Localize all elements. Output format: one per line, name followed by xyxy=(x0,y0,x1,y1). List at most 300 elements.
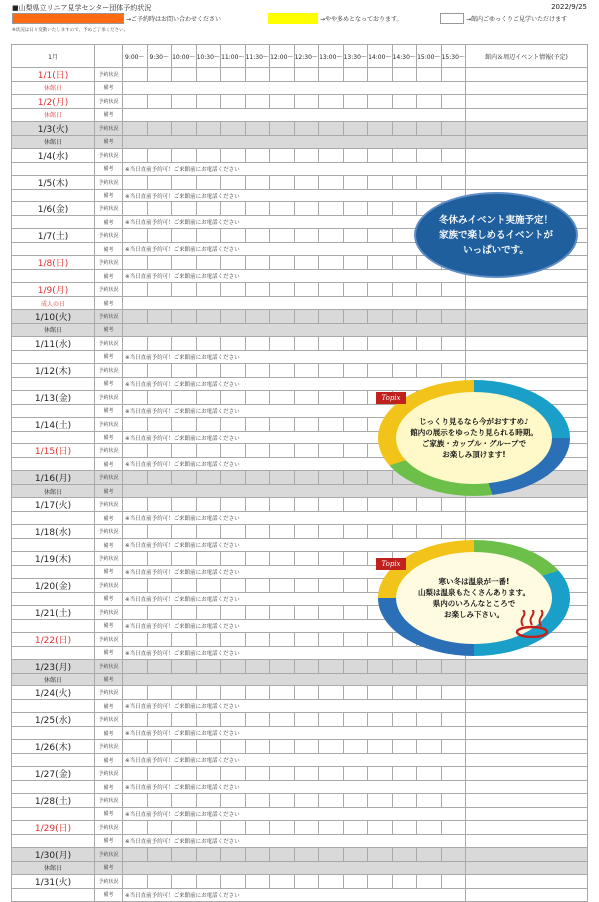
slot-cell xyxy=(294,363,319,377)
slot-cell xyxy=(196,94,221,108)
slot-cell xyxy=(270,229,295,243)
day-date: 1/21(土) xyxy=(12,605,95,619)
legend-swatch-yellow xyxy=(268,13,318,24)
slot-cell xyxy=(123,175,148,189)
status-label: 予約状況 xyxy=(95,283,123,297)
day-subnote xyxy=(12,243,95,256)
slot-cell xyxy=(172,471,197,485)
event-cell xyxy=(466,512,588,525)
day-subnote: 休館日 xyxy=(12,135,95,148)
note-message: ※当日直前予約可！ご来館前にお電話ください xyxy=(123,566,466,579)
slot-cell xyxy=(441,363,466,377)
slot-cell xyxy=(392,68,417,82)
event-cell xyxy=(466,283,588,297)
slot-cell xyxy=(270,471,295,485)
slot-cell xyxy=(319,847,344,861)
day-date: 1/4(水) xyxy=(12,148,95,162)
slot-cell xyxy=(172,525,197,539)
slot-cell xyxy=(245,363,270,377)
slot-cell xyxy=(196,740,221,754)
slot-cell xyxy=(245,794,270,808)
slot-cell xyxy=(123,121,148,135)
slot-cell xyxy=(368,659,393,673)
time-slot-header: 12:00～ xyxy=(270,45,295,68)
status-label: 予約状況 xyxy=(95,713,123,727)
note-label: 備考 xyxy=(95,700,123,713)
slot-cell xyxy=(270,417,295,431)
slot-cell xyxy=(392,121,417,135)
day-subnote: 休館日 xyxy=(12,82,95,95)
event-cell xyxy=(466,525,588,539)
day-subnote xyxy=(12,727,95,740)
slot-cell xyxy=(245,310,270,324)
slot-cell xyxy=(319,471,344,485)
slot-cell xyxy=(123,578,148,592)
events-header: 館内＆周辺イベント情報(予定) xyxy=(466,45,588,68)
status-label: 予約状況 xyxy=(95,659,123,673)
slot-cell xyxy=(147,283,172,297)
note-label: 備考 xyxy=(95,888,123,901)
slot-cell xyxy=(221,552,246,566)
day-row xyxy=(12,659,588,673)
slot-cell xyxy=(392,820,417,834)
slot-cell xyxy=(245,283,270,297)
status-label: 予約状況 xyxy=(95,847,123,861)
slot-cell xyxy=(147,552,172,566)
day-row-note xyxy=(12,834,588,847)
topix-line: お楽しみ下さい。 xyxy=(444,610,504,619)
slot-cell xyxy=(245,444,270,458)
slot-cell xyxy=(294,256,319,270)
slot-cell xyxy=(343,175,368,189)
note-message: ※当日直前予約可！ご来館前にお電話ください xyxy=(123,377,466,390)
slot-cell xyxy=(147,94,172,108)
slot-cell xyxy=(441,686,466,700)
event-cell xyxy=(466,68,588,82)
day-date: 1/27(金) xyxy=(12,767,95,781)
day-date: 1/26(木) xyxy=(12,740,95,754)
slot-cell xyxy=(270,794,295,808)
status-label: 予約状況 xyxy=(95,578,123,592)
slot-cell xyxy=(417,336,442,350)
note-label: 備考 xyxy=(95,485,123,498)
slot-cell xyxy=(123,336,148,350)
slot-cell xyxy=(368,740,393,754)
slot-cell xyxy=(270,121,295,135)
hot-spring-icon xyxy=(514,610,550,638)
slot-cell xyxy=(441,121,466,135)
slot-cell xyxy=(221,632,246,646)
event-cell xyxy=(466,767,588,781)
slot-cell xyxy=(147,175,172,189)
day-row xyxy=(12,148,588,162)
note-message: ※当日直前予約可！ご来館前にお電話ください xyxy=(123,431,466,444)
day-date: 1/11(水) xyxy=(12,336,95,350)
slot-cell xyxy=(147,471,172,485)
slot-cell xyxy=(392,767,417,781)
slot-cell xyxy=(343,525,368,539)
slot-cell xyxy=(123,498,148,512)
day-date: 1/30(月) xyxy=(12,847,95,861)
slot-cell xyxy=(294,820,319,834)
slot-cell xyxy=(343,578,368,592)
slot-cell xyxy=(147,229,172,243)
slot-cell xyxy=(221,794,246,808)
slot-cell xyxy=(319,175,344,189)
status-label: 予約状況 xyxy=(95,874,123,888)
slot-cell xyxy=(392,202,417,216)
slot-cell xyxy=(245,552,270,566)
slot-cell xyxy=(245,820,270,834)
slot-cell xyxy=(245,148,270,162)
event-cell xyxy=(466,336,588,350)
legend-busy xyxy=(12,13,221,23)
event-cell xyxy=(466,700,588,713)
slot-cell xyxy=(172,148,197,162)
day-date: 1/1(日) xyxy=(12,68,95,82)
topix-line: ご家族・カップル・グループで xyxy=(421,439,527,448)
day-subnote xyxy=(12,350,95,363)
slot-cell xyxy=(172,794,197,808)
slot-cell xyxy=(319,820,344,834)
day-subnote xyxy=(12,754,95,767)
day-subnote xyxy=(12,619,95,632)
event-cell xyxy=(466,834,588,847)
note-label: 備考 xyxy=(95,512,123,525)
day-subnote: 休館日 xyxy=(12,108,95,121)
slot-cell xyxy=(392,336,417,350)
day-date: 1/24(火) xyxy=(12,686,95,700)
slot-cell xyxy=(368,820,393,834)
slot-cell xyxy=(294,417,319,431)
slot-cell xyxy=(343,390,368,404)
slot-cell xyxy=(417,525,442,539)
slot-cell xyxy=(294,740,319,754)
slot-cell xyxy=(343,202,368,216)
slot-cell xyxy=(245,471,270,485)
note-message: ※当日直前予約可！ご来館前にお電話ください xyxy=(123,539,466,552)
slot-cell xyxy=(270,283,295,297)
slot-cell xyxy=(368,363,393,377)
status-label: 予約状況 xyxy=(95,740,123,754)
day-row-note xyxy=(12,297,588,310)
slot-cell xyxy=(319,68,344,82)
time-slot-header: 15:00～ xyxy=(417,45,442,68)
slot-cell xyxy=(392,310,417,324)
slot-cell xyxy=(319,390,344,404)
slot-cell xyxy=(441,794,466,808)
note-label: 備考 xyxy=(95,243,123,256)
slot-cell xyxy=(441,659,466,673)
slot-cell xyxy=(319,94,344,108)
slot-cell xyxy=(343,659,368,673)
day-subnote xyxy=(12,700,95,713)
slot-cell xyxy=(221,525,246,539)
note-message: ※当日直前予約可！ご来館前にお電話ください xyxy=(123,888,466,901)
time-slot-header: 9:00～ xyxy=(123,45,148,68)
slot-cell xyxy=(147,202,172,216)
slot-cell xyxy=(270,632,295,646)
slot-cell xyxy=(196,605,221,619)
time-slot-header: 14:00～ xyxy=(368,45,393,68)
slot-cell xyxy=(270,713,295,727)
time-slot-header: 9:30～ xyxy=(147,45,172,68)
slot-cell xyxy=(245,336,270,350)
slot-cell xyxy=(172,632,197,646)
day-row xyxy=(12,498,588,512)
day-date: 1/8(日) xyxy=(12,256,95,270)
day-row xyxy=(12,794,588,808)
note-label: 備考 xyxy=(95,566,123,579)
event-cell xyxy=(466,874,588,888)
slot-cell xyxy=(245,767,270,781)
slot-cell xyxy=(245,847,270,861)
slot-cell xyxy=(417,794,442,808)
time-slot-header: 10:30～ xyxy=(196,45,221,68)
slot-cell xyxy=(196,148,221,162)
note-message: ※当日直前予約可！ご来館前にお電話ください xyxy=(123,404,466,417)
slot-cell xyxy=(343,552,368,566)
slot-cell xyxy=(441,148,466,162)
slot-cell xyxy=(147,632,172,646)
day-date: 1/15(日) xyxy=(12,444,95,458)
slot-cell xyxy=(172,94,197,108)
slot-cell xyxy=(294,525,319,539)
slot-cell xyxy=(294,310,319,324)
slot-cell xyxy=(368,767,393,781)
slot-cell xyxy=(172,68,197,82)
day-row xyxy=(12,686,588,700)
slot-cell xyxy=(172,605,197,619)
slot-cell xyxy=(343,336,368,350)
slot-cell xyxy=(172,390,197,404)
note-message: ※当日直前予約可！ご来館前にお電話ください xyxy=(123,243,466,256)
slot-cell xyxy=(270,175,295,189)
slot-cell xyxy=(123,68,148,82)
day-row-note xyxy=(12,82,588,95)
slot-cell xyxy=(196,256,221,270)
slot-cell xyxy=(270,820,295,834)
slot-cell xyxy=(221,363,246,377)
event-cell xyxy=(466,108,588,121)
slot-cell xyxy=(319,310,344,324)
slot-cell xyxy=(343,229,368,243)
slot-cell xyxy=(123,874,148,888)
day-row xyxy=(12,847,588,861)
slot-cell xyxy=(343,283,368,297)
event-cell xyxy=(466,713,588,727)
note-label: 備考 xyxy=(95,431,123,444)
day-subnote xyxy=(12,834,95,847)
status-label: 予約状況 xyxy=(95,310,123,324)
slot-cell xyxy=(123,847,148,861)
slot-cell xyxy=(147,874,172,888)
slot-cell xyxy=(392,686,417,700)
status-label: 予約状況 xyxy=(95,605,123,619)
slot-cell xyxy=(172,417,197,431)
day-date: 1/20(金) xyxy=(12,578,95,592)
slot-cell xyxy=(172,310,197,324)
slot-cell xyxy=(368,310,393,324)
event-cell xyxy=(466,121,588,135)
slot-cell xyxy=(417,363,442,377)
day-date: 1/29(日) xyxy=(12,820,95,834)
slot-cell xyxy=(147,686,172,700)
day-subnote: 休館日 xyxy=(12,324,95,337)
slot-cell xyxy=(221,605,246,619)
event-cell xyxy=(466,297,588,310)
legend-text: →ご予約時はお問い合わせください xyxy=(126,15,222,23)
slot-cell xyxy=(417,121,442,135)
event-cell xyxy=(466,686,588,700)
slot-cell xyxy=(417,68,442,82)
status-note: ※状況は日々変動いたしますので、予めご了承ください。 xyxy=(12,28,129,33)
slot-cell xyxy=(417,847,442,861)
slot-cell xyxy=(221,202,246,216)
note-message xyxy=(123,108,466,121)
day-row-note xyxy=(12,673,588,686)
slot-cell xyxy=(147,525,172,539)
event-cell xyxy=(466,82,588,95)
day-row xyxy=(12,283,588,297)
slot-cell xyxy=(123,820,148,834)
event-cell xyxy=(466,498,588,512)
slot-cell xyxy=(392,256,417,270)
slot-cell xyxy=(441,820,466,834)
day-date: 1/5(木) xyxy=(12,175,95,189)
slot-cell xyxy=(294,847,319,861)
day-date: 1/16(月) xyxy=(12,471,95,485)
slot-cell xyxy=(196,68,221,82)
slot-cell xyxy=(147,847,172,861)
slot-cell xyxy=(270,390,295,404)
status-label: 予約状況 xyxy=(95,794,123,808)
slot-cell xyxy=(392,94,417,108)
note-message: ※当日直前予約可！ご来館前にお電話ください xyxy=(123,189,466,202)
slot-cell xyxy=(417,310,442,324)
slot-cell xyxy=(343,874,368,888)
slot-cell xyxy=(221,283,246,297)
event-cell xyxy=(466,148,588,162)
slot-cell xyxy=(343,68,368,82)
slot-cell xyxy=(221,578,246,592)
note-label: 備考 xyxy=(95,646,123,659)
status-label: 予約状況 xyxy=(95,175,123,189)
day-subnote xyxy=(12,189,95,202)
slot-cell xyxy=(441,740,466,754)
status-label: 予約状況 xyxy=(95,498,123,512)
slot-cell xyxy=(294,336,319,350)
slot-cell xyxy=(221,740,246,754)
day-date: 1/2(月) xyxy=(12,94,95,108)
slot-cell xyxy=(123,713,148,727)
slot-cell xyxy=(245,390,270,404)
note-message: ※当日直前予約可！ご来館前にお電話ください xyxy=(123,754,466,767)
note-message xyxy=(123,673,466,686)
slot-cell xyxy=(294,148,319,162)
slot-cell xyxy=(123,283,148,297)
slot-cell xyxy=(270,256,295,270)
slot-cell xyxy=(294,632,319,646)
slot-cell xyxy=(319,794,344,808)
slot-cell xyxy=(147,310,172,324)
day-row xyxy=(12,363,588,377)
slot-cell xyxy=(270,605,295,619)
slot-cell xyxy=(392,713,417,727)
slot-cell xyxy=(123,94,148,108)
slot-cell xyxy=(147,417,172,431)
slot-cell xyxy=(123,444,148,458)
slot-cell xyxy=(417,148,442,162)
day-date: 1/13(金) xyxy=(12,390,95,404)
note-label: 備考 xyxy=(95,754,123,767)
slot-cell xyxy=(294,175,319,189)
slot-cell xyxy=(172,229,197,243)
slot-cell xyxy=(441,68,466,82)
slot-cell xyxy=(392,740,417,754)
slot-cell xyxy=(123,148,148,162)
topix-line: 寒い冬は温泉が一番! xyxy=(438,577,510,586)
slot-cell xyxy=(392,525,417,539)
slot-cell xyxy=(147,767,172,781)
slot-cell xyxy=(196,175,221,189)
slot-cell xyxy=(196,202,221,216)
slot-cell xyxy=(441,175,466,189)
slot-cell xyxy=(368,202,393,216)
day-subnote xyxy=(12,216,95,229)
time-slot-header: 10:00～ xyxy=(172,45,197,68)
slot-cell xyxy=(294,659,319,673)
slot-cell xyxy=(123,363,148,377)
slot-cell xyxy=(441,847,466,861)
event-cell xyxy=(466,659,588,673)
slot-cell xyxy=(343,94,368,108)
day-date: 1/7(土) xyxy=(12,229,95,243)
event-cell xyxy=(466,175,588,189)
status-label: 予約状況 xyxy=(95,767,123,781)
slot-cell xyxy=(221,336,246,350)
slot-cell xyxy=(270,148,295,162)
slot-cell xyxy=(245,68,270,82)
day-date: 1/31(火) xyxy=(12,874,95,888)
slot-cell xyxy=(319,767,344,781)
day-subnote xyxy=(12,431,95,444)
slot-cell xyxy=(147,713,172,727)
bubble-line: 家族で楽しめるイベントが xyxy=(438,229,553,241)
slot-cell xyxy=(147,68,172,82)
slot-cell xyxy=(392,175,417,189)
event-cell xyxy=(466,94,588,108)
slot-cell xyxy=(245,605,270,619)
note-label: 備考 xyxy=(95,808,123,821)
slot-cell xyxy=(294,390,319,404)
slot-cell xyxy=(319,525,344,539)
slot-cell xyxy=(319,202,344,216)
slot-cell xyxy=(221,767,246,781)
slot-cell xyxy=(196,578,221,592)
slot-cell xyxy=(392,229,417,243)
slot-cell xyxy=(172,713,197,727)
slot-cell xyxy=(294,713,319,727)
status-label: 予約状況 xyxy=(95,229,123,243)
slot-cell xyxy=(417,820,442,834)
slot-cell xyxy=(221,471,246,485)
note-label: 備考 xyxy=(95,834,123,847)
slot-cell xyxy=(245,121,270,135)
day-row-note xyxy=(12,781,588,794)
slot-cell xyxy=(123,525,148,539)
event-cell xyxy=(466,847,588,861)
